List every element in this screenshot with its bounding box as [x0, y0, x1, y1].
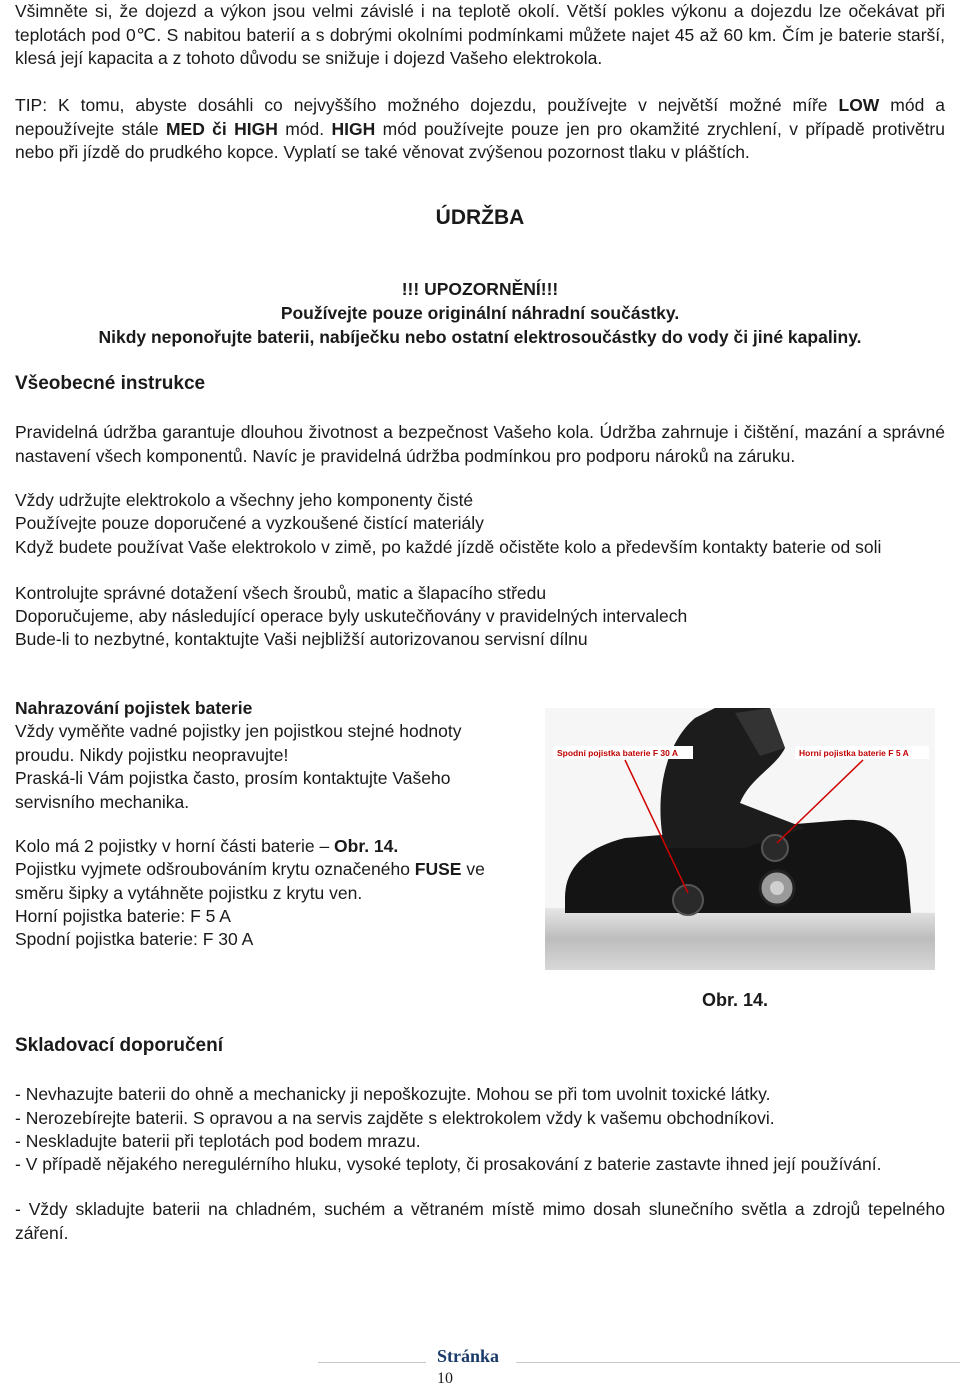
storage-item: - Nerozebírejte baterii. S opravou a na servis zajděte s elektrokolem vždy k vašemu obchodníkovi.	[15, 1108, 775, 1128]
general-paragraph: Pravidelná údržba garantuje dlouhou životnost a bezpečnost Vašeho kola. Údržba zahrnuje i čištění, mazání a správné nastavení všech komponentů. Navíc je pravidelná údržba podmínkou pro podporu nároků na záruku.	[15, 422, 945, 466]
general-line: Kontrolujte správné dotažení všech šroubů, matic a šlapacího středu	[15, 583, 547, 603]
fuses-paragraph-1: Vždy vyměňte vadné pojistky jen pojistkou stejné hodnoty proudu. Nikdy pojistku neopravujte!	[15, 721, 462, 765]
general-line: Vždy udržujte elektrokolo a všechny jeho komponenty čisté	[15, 490, 474, 510]
footer-rule-right	[516, 1362, 960, 1363]
footer-page-number: 10	[437, 1370, 453, 1387]
storage-item: - Vždy skladujte baterii na chladném, suchém a větraném místě mimo dosah slunečního světla a zdrojů tepelného záření.	[15, 1199, 945, 1243]
fuses-paragraph-2: Praská-li Vám pojistka často, prosím kontaktujte Vašeho servisního mechanika.	[15, 768, 451, 812]
general-line: Bude-li to nezbytné, kontaktujte Vaši nejbližší autorizovanou servisní dílnu	[15, 629, 588, 649]
tip-med-high: MED či HIGH	[165, 118, 278, 139]
figure-caption: Obr. 14.	[702, 990, 769, 1010]
fuses-text: Pojistku vyjmete odšroubováním krytu označeného	[15, 859, 415, 879]
storage-item: - V případě nějakého neregulérního hluku, vysoké teploty, či prosakování z baterie zastavte ihned její používání.	[15, 1154, 882, 1174]
general-line: Doporučujeme, aby následující operace byly uskutečňovány v pravidelných intervalech	[15, 606, 688, 626]
fuse-label: FUSE	[414, 859, 462, 879]
photo-label-right: Horní pojistka baterie F 5 A	[799, 748, 909, 758]
figure-ref: Obr. 14.	[334, 836, 399, 856]
storage-item: - Nevhazujte baterii do ohně a mechanicky ji nepoškozujte. Mohou se při tom uvolnit toxické látky.	[15, 1084, 771, 1104]
fuses-paragraph-3	[15, 835, 535, 859]
fuses-text: Kolo má 2 pojistky v horní části baterie –	[15, 836, 335, 856]
storage-item: - Neskladujte baterii při teplotách pod bodem mrazu.	[15, 1131, 421, 1151]
upper-fuse-cap	[762, 835, 788, 861]
general-heading: Všeobecné instrukce	[15, 373, 206, 394]
tip-low: LOW	[838, 95, 880, 115]
warning-title: !!! UPOZORNĚNÍ!!!	[401, 279, 559, 299]
battery-fuse-photo	[545, 708, 935, 970]
fuses-text: ve směru šipky a vytáhněte pojistku z krytu ven.	[15, 859, 485, 903]
general-line: Když budete používat Vaše elektrokolo v zimě, po každé jízdě očistěte kolo a především kontakty baterie od soli	[15, 537, 882, 557]
battery-photo-drawing	[545, 708, 935, 970]
tip-high: HIGH	[331, 118, 376, 139]
footer-rule-left	[318, 1362, 426, 1363]
storage-heading: Skladovací doporučení	[15, 1035, 223, 1056]
battery-aluminium-body	[545, 908, 935, 970]
upper-fuse-line: Horní pojistka baterie: F 5 A	[15, 906, 231, 926]
tip-paragraph	[15, 94, 945, 165]
general-line: Používejte pouze doporučené a vyzkoušené čistící materiály	[15, 513, 484, 533]
lower-fuse-cap	[673, 885, 703, 915]
lower-fuse-line: Spodní pojistka baterie: F 30 A	[15, 929, 254, 949]
photo-label-left: Spodní pojistka baterie F 30 A	[557, 748, 679, 758]
warning-line-1: Používejte pouze originální náhradní součástky.	[280, 303, 680, 323]
tip-text: mód a nepoužívejte stále	[15, 95, 945, 139]
maintenance-title: ÚDRŽBA	[435, 206, 525, 229]
key-lock-center	[770, 881, 784, 895]
tip-text: mód.	[277, 118, 332, 139]
fuses-paragraph-4	[15, 858, 535, 905]
tip-text: mód používejte pouze jen pro okamžité zrychlení, v případě protivětru nebo při jízdě do prudkého kopce. Vyplatí se také věnovat zvýšenou pozornost tlaku v pláštích.	[15, 118, 945, 162]
footer-page-label: Stránka	[437, 1346, 500, 1366]
tip-text: TIP: K tomu, abyste dosáhli co nejvyššího možného dojezdu, používejte v největší možné míře	[15, 95, 839, 115]
warning-line-2: Nikdy neponořujte baterii, nabíječku nebo ostatní elektrosoučástky do vody či jiné kapaliny.	[98, 327, 862, 347]
fuses-heading: Nahrazování pojistek baterie	[15, 698, 253, 718]
intro-paragraph: Všimněte si, že dojezd a výkon jsou velmi závislé i na teplotě okolí. Větší pokles výkonu a dojezdu lze očekávat při teplotách pod 0℃. S nabitou baterií a s dobrými okolními podmínkami můžete najet 45 až 60 km. Čím je baterie starší, klesá její kapacita a z tohoto důvodu se snižuje i dojezd Vašeho elektrokola.	[15, 1, 945, 68]
